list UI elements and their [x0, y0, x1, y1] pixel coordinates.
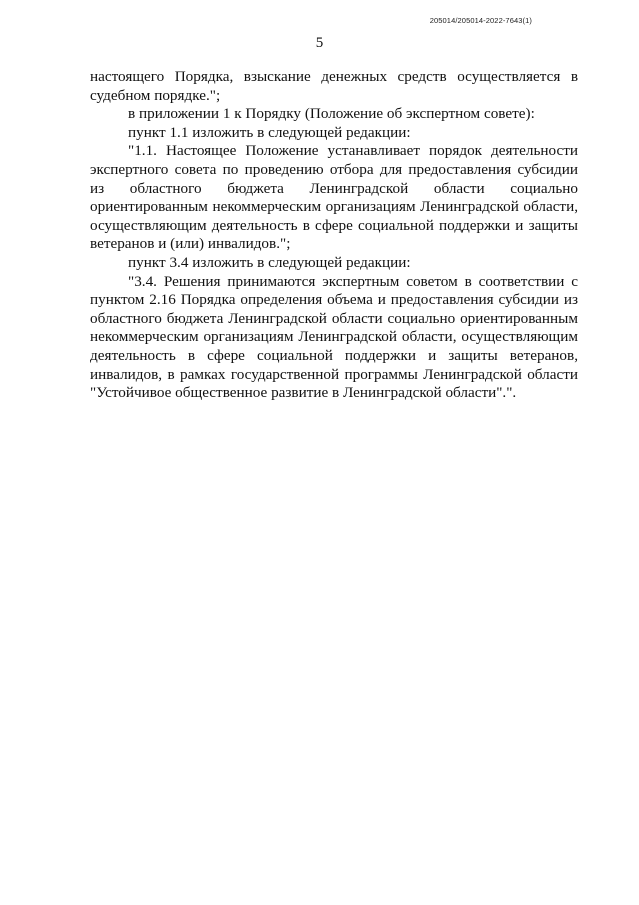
- paragraph-clause-3-4-text: "3.4. Решения принимаются экспертным советом в соответствии с пунктом 2.16 Порядка определения объема и предоставления субсидии из областного бюджета Ленинградской области социально ориентированным некоммерческим организациям Ленинградской области, осуществляющим деятельность в сфере социальной поддержки и защиты ветеранов, инвалидов, в рамках государственной программы Ленинградской области "Устойчивое общественное развитие в Ленинградской области".".: [90, 272, 578, 402]
- paragraph-continuation: настоящего Порядка, взыскание денежных средств осуществляется в судебном порядке.";: [90, 68, 578, 104]
- paragraph-appendix-intro: в приложении 1 к Порядку (Положение об экспертном совете):: [128, 105, 535, 123]
- paragraph-clause-3-4-intro: пункт 3.4 изложить в следующей редакции:: [128, 253, 411, 271]
- document-body: [90, 68, 578, 403]
- paragraph-clause-1-1-intro: пункт 1.1 изложить в следующей редакции:: [128, 123, 411, 141]
- document-id: 205014/205014-2022-7643(1): [429, 16, 532, 25]
- paragraph-clause-1-1-text: "1.1. Настоящее Положение устанавливает порядок деятельности экспертного совета по проведению отбора для предоставления субсидии из областного бюджета Ленинградской области социально ориентированным некоммерческим организациям Ленинградской области, осуществляющим деятельность в сфере социальной поддержки и защиты ветеранов и (или) инвалидов.";: [90, 142, 578, 253]
- page-number: 5: [315, 35, 324, 51]
